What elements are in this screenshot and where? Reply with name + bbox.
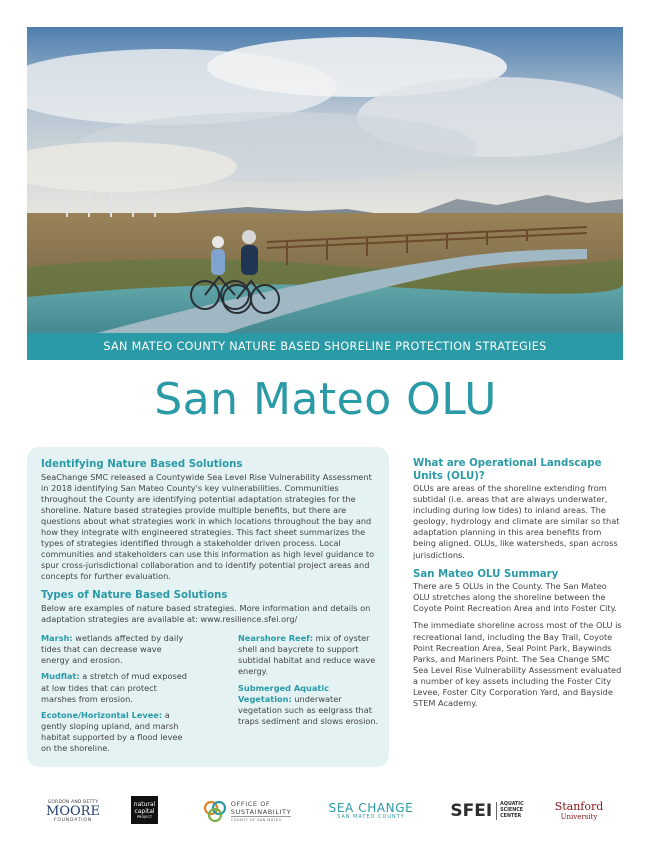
type-item-submerged-vegetation [238,683,379,727]
ncp-line-3: PROJECT [136,814,153,819]
type-desc: wetlands affected by daily tides that can decrease wave energy and erosion. [41,633,184,666]
types-column-left [41,633,191,759]
type-desc: underwater vegetation such as eelgrass that traps sediment and slows erosion. [238,693,379,726]
sfei-tagline [496,802,523,820]
type-term: Nearshore Reef: [238,633,313,644]
ncp-line-1: natural [133,800,156,808]
type-item-mudflat [41,671,191,704]
natural-capital-logo [131,796,158,824]
sea-change-main-text: SEA CHANGE [328,801,414,815]
type-item-ecotone [41,710,191,754]
sfei-line-2: SCIENCE [500,808,524,813]
identifying-heading: Identifying Nature Based Solutions [41,459,243,470]
type-item-marsh [41,633,191,666]
type-term: Ecotone/Horizontal Levee: [41,709,163,720]
sea-change-sub-text: SAN MATEO COUNTY [337,815,405,820]
sea-change-logo [323,793,419,829]
sustainability-text [231,800,291,823]
sfei-logo [447,793,527,829]
sustainability-rings-icon [203,799,227,823]
type-term: Marsh: [41,633,73,644]
left-column [41,459,379,759]
summary-p1: There are 5 OLUs in the County. The San Mateo OLU stretches along the shoreline between the Coyote Point Recreation Area and into Foster City. [413,581,617,614]
summary-heading: San Mateo OLU Summary [413,568,559,580]
moore-foundation-logo [43,793,103,829]
sfei-line-1: AQUATIC [500,802,524,807]
partner-logos [27,793,623,829]
moore-main-text: MOORE [46,803,100,819]
moore-top-text: GORDON AND BETTY [47,799,99,805]
oos-line-2: SUSTAINABILITY [230,807,292,816]
hero-photo [27,27,623,333]
moore-sub-text: FOUNDATION [54,817,92,823]
sfei-line-3: CENTER [500,814,522,819]
types-intro: Below are examples of nature based strategies. More information and details on adaptation strategies are available at: www.resilience.sfei.org/ [41,602,371,625]
type-desc: mix of oyster shell and baycrete to support subtidal habitat and reduce wave energy. [238,633,376,677]
stanford-sub-text: University [560,812,598,821]
types-list [41,633,379,759]
type-desc: a gently sloping upland, and marsh habitat supported by a flood levee on the shoreline. [41,709,183,753]
ncp-line-2: capital [134,807,155,815]
sfei-main-text: SFEI [450,801,493,821]
type-term: Mudflat: [41,671,80,682]
oos-line-3: COUNTY OF SAN MATEO [231,816,291,823]
shoreline-illustration [27,27,623,333]
olu-heading: What are Operational Landscape Units (OLU)? [413,458,602,482]
type-term: Submerged Aquatic Vegetation: [238,682,329,704]
olu-body: OLUs are areas of the shoreline extending from subtidal (i.e. areas that are always underwater, including during low tides) to inland areas. The geology, hydrology and climate are similar so that adaptation planning in this area benefits from being aligned. OLUs, like watersheds, span across jurisdictions. [413,483,620,560]
summary-p2: The immediate shoreline across most of the OLU is recreational land, including the Bay Trail, Coyote Point Recreation Area, Seal Point Park, Baywinds Parks, and Mariners Point. The Sea Change SMC Sea Level Rise Vulnerability Assessment evaluated a number of key assets including the Foster City Levee, Foster City Corporation Yard, and Bayside STEM Academy. [413,620,622,709]
type-desc: a stretch of mud exposed at low tides that can protect marshes from erosion. [41,671,187,704]
identifying-body: SeaChange SMC released a Countywide Sea Level Rise Vulnerability Assessment in 2018 identifying San Mateo County's key vulnerabilities. Communities throughout the County are identifying potential adaptation strategies for the shoreline. Nature based strategies provide multiple benefits, but there are questions about what strategies work in which locations throughout the bay and how they integrate with engineered strategies. This fact sheet summarizes the types of strategies identified through a stakeholder driven process. Local communities and stakeholders can use this information as high level guidance to spur cross-jurisdictional collaboration and to identify potential project areas and concepts for further evaluation. [41,471,375,582]
types-column-right [238,633,379,759]
types-heading: Types of Nature Based Solutions [41,590,228,602]
office-of-sustainability-logo [197,793,297,829]
right-column [413,458,623,715]
type-item-nearshore-reef [238,633,379,677]
stanford-logo [549,793,609,829]
stanford-main-text: Stanford [554,799,604,813]
banner: SAN MATEO COUNTY NATURE BASED SHORELINE PROTECTION STRATEGIES [27,333,623,360]
oos-line-1: OFFICE OF [230,799,271,808]
page-title: San Mateo OLU [154,374,497,425]
